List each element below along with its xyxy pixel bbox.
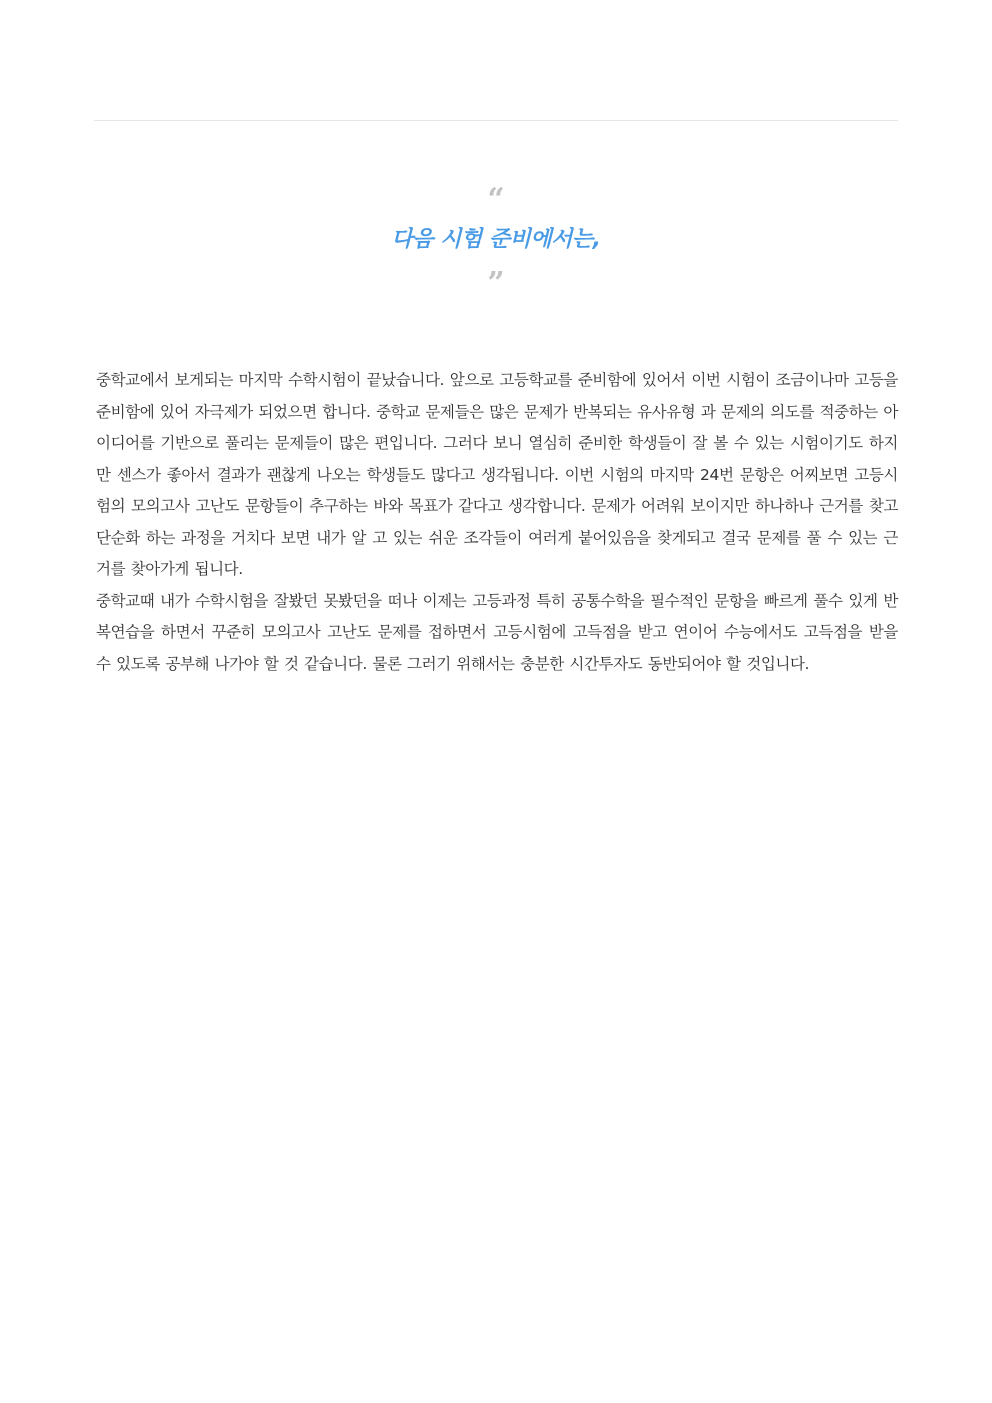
open-quote-icon: “ xyxy=(487,182,505,217)
close-quote-icon: ” xyxy=(487,266,505,301)
body-text xyxy=(96,365,898,680)
top-divider xyxy=(94,120,898,121)
section-heading: 다음 시험 준비에서는, xyxy=(391,227,601,252)
pull-quote xyxy=(94,182,898,301)
paragraph-2: 중학교때 내가 수학시험을 잘봤던 못봤던을 떠나 이제는 고등과정 특히 공통수학을 필수적인 문항을 빠르게 풀수 있게 반복연습을 하면서 꾸준히 모의고사 고난도 문제를 접하면서 고등시험에 고득점을 받고 연이어 수능에서도 고득점을 받을 수 있도록 공부해 나가야 할 것 같습니다. 물론 그러기 위해서는 충분한 시간투자도 동반되어야 할 것입니다. xyxy=(96,591,898,673)
paragraph-1: 중학교에서 보게되는 마지막 수학시험이 끝났습니다. 앞으로 고등학교를 준비함에 있어서 이번 시험이 조금이나마 고등을 준비함에 있어 자극제가 되었으면 합니다. 중학교 문제들은 많은 문제가 반복되는 유사유형 과 문제의 의도를 적중하는 아이디어를 기반으로 풀리는 문제들이 많은 편입니다. 그러다 보니 열심히 준비한 학생들이 잘 볼 수 있는 시험이기도 하지만 센스가 좋아서 결과가 괜찮게 나오는 학생들도 많다고 생각됩니다. 이번 시험의 마지막 24번 문항은 어찌보면 고등시험의 모의고사 고난도 문항들이 추구하는 바와 목표가 같다고 생각합니다. 문제가 어려워 보이지만 하나하나 근거를 찾고 단순화 하는 과정을 거치다 보면 내가 알 고 있는 쉬운 조각들이 여러게 붙어있음을 찾게되고 결국 문제를 풀 수 있는 근거를 찾아가게 됩니다. xyxy=(96,371,898,578)
